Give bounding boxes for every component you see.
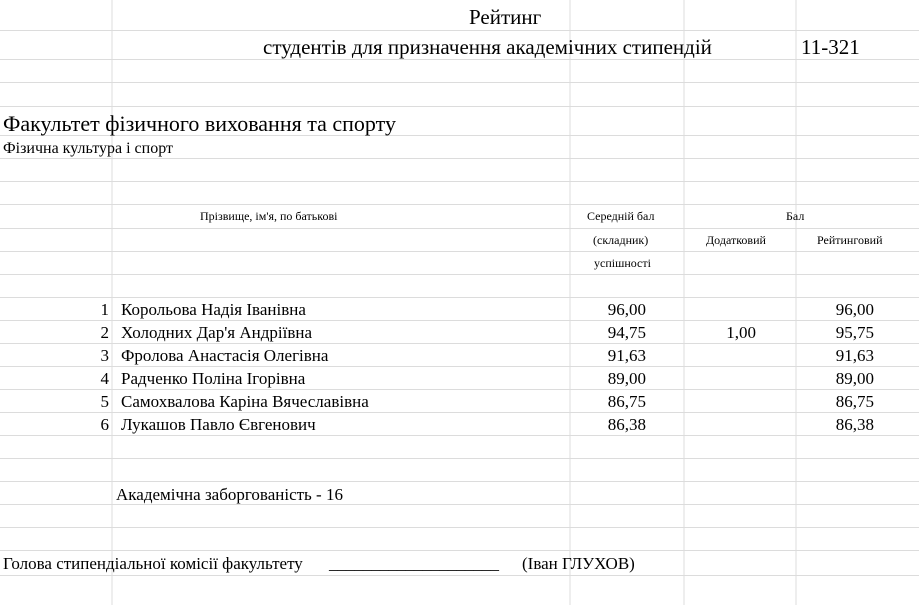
avg-score: 89,00 xyxy=(607,369,646,388)
row-number: 2 xyxy=(100,323,109,342)
avg-score: 94,75 xyxy=(607,323,646,342)
signature-name: (Іван ГЛУХОВ) xyxy=(522,554,635,573)
student-name: Лукашов Павло Євгенович xyxy=(121,415,316,434)
header-avg-2: (складник) xyxy=(593,233,649,247)
title-line1: Рейтинг xyxy=(469,5,542,29)
header-avg-1: Середній бал xyxy=(587,209,655,223)
signature-role: Голова стипендіальної комісії факультету xyxy=(3,554,303,573)
rating-score: 89,00 xyxy=(835,369,874,388)
rating-score: 86,38 xyxy=(835,415,874,434)
row-number: 1 xyxy=(100,300,109,319)
rating-score: 95,75 xyxy=(835,323,874,342)
faculty-name: Факультет фізичного виховання та спорту xyxy=(3,111,396,136)
avg-score: 86,38 xyxy=(607,415,646,434)
student-name: Радченко Поліна Ігорівна xyxy=(121,369,306,388)
rating-score: 86,75 xyxy=(835,392,874,411)
header-name: Прізвище, ім'я, по батькові xyxy=(200,209,338,223)
avg-score: 86,75 xyxy=(607,392,646,411)
row-number: 6 xyxy=(100,415,109,434)
student-name: Холодних Дар'я Андріївна xyxy=(121,323,312,342)
row-number: 5 xyxy=(100,392,109,411)
row-number: 3 xyxy=(100,346,109,365)
additional-score: 1,00 xyxy=(726,323,756,342)
student-name: Корольова Надія Іванівна xyxy=(121,300,306,319)
signature-line: ____________________ xyxy=(329,554,499,573)
academic-debt-note: Академічна заборгованість - 16 xyxy=(116,485,343,504)
rating-score: 91,63 xyxy=(835,346,874,365)
rating-score: 96,00 xyxy=(835,300,874,319)
specialty-name: Фізична культура і спорт xyxy=(3,140,173,157)
avg-score: 96,00 xyxy=(607,300,646,319)
header-rating: Рейтинговий xyxy=(817,233,883,247)
header-avg-3: успішності xyxy=(594,256,651,270)
header-additional: Додатковий xyxy=(706,233,766,247)
document-code: 11-321 xyxy=(801,35,860,59)
header-bal: Бал xyxy=(786,209,805,223)
avg-score: 91,63 xyxy=(607,346,646,365)
title-line2: студентів для призначення академічних стипендій xyxy=(263,35,712,59)
student-name: Самохвалова Каріна Вячеславівна xyxy=(121,392,369,411)
student-name: Фролова Анастасія Олегівна xyxy=(121,346,329,365)
row-number: 4 xyxy=(100,369,109,388)
